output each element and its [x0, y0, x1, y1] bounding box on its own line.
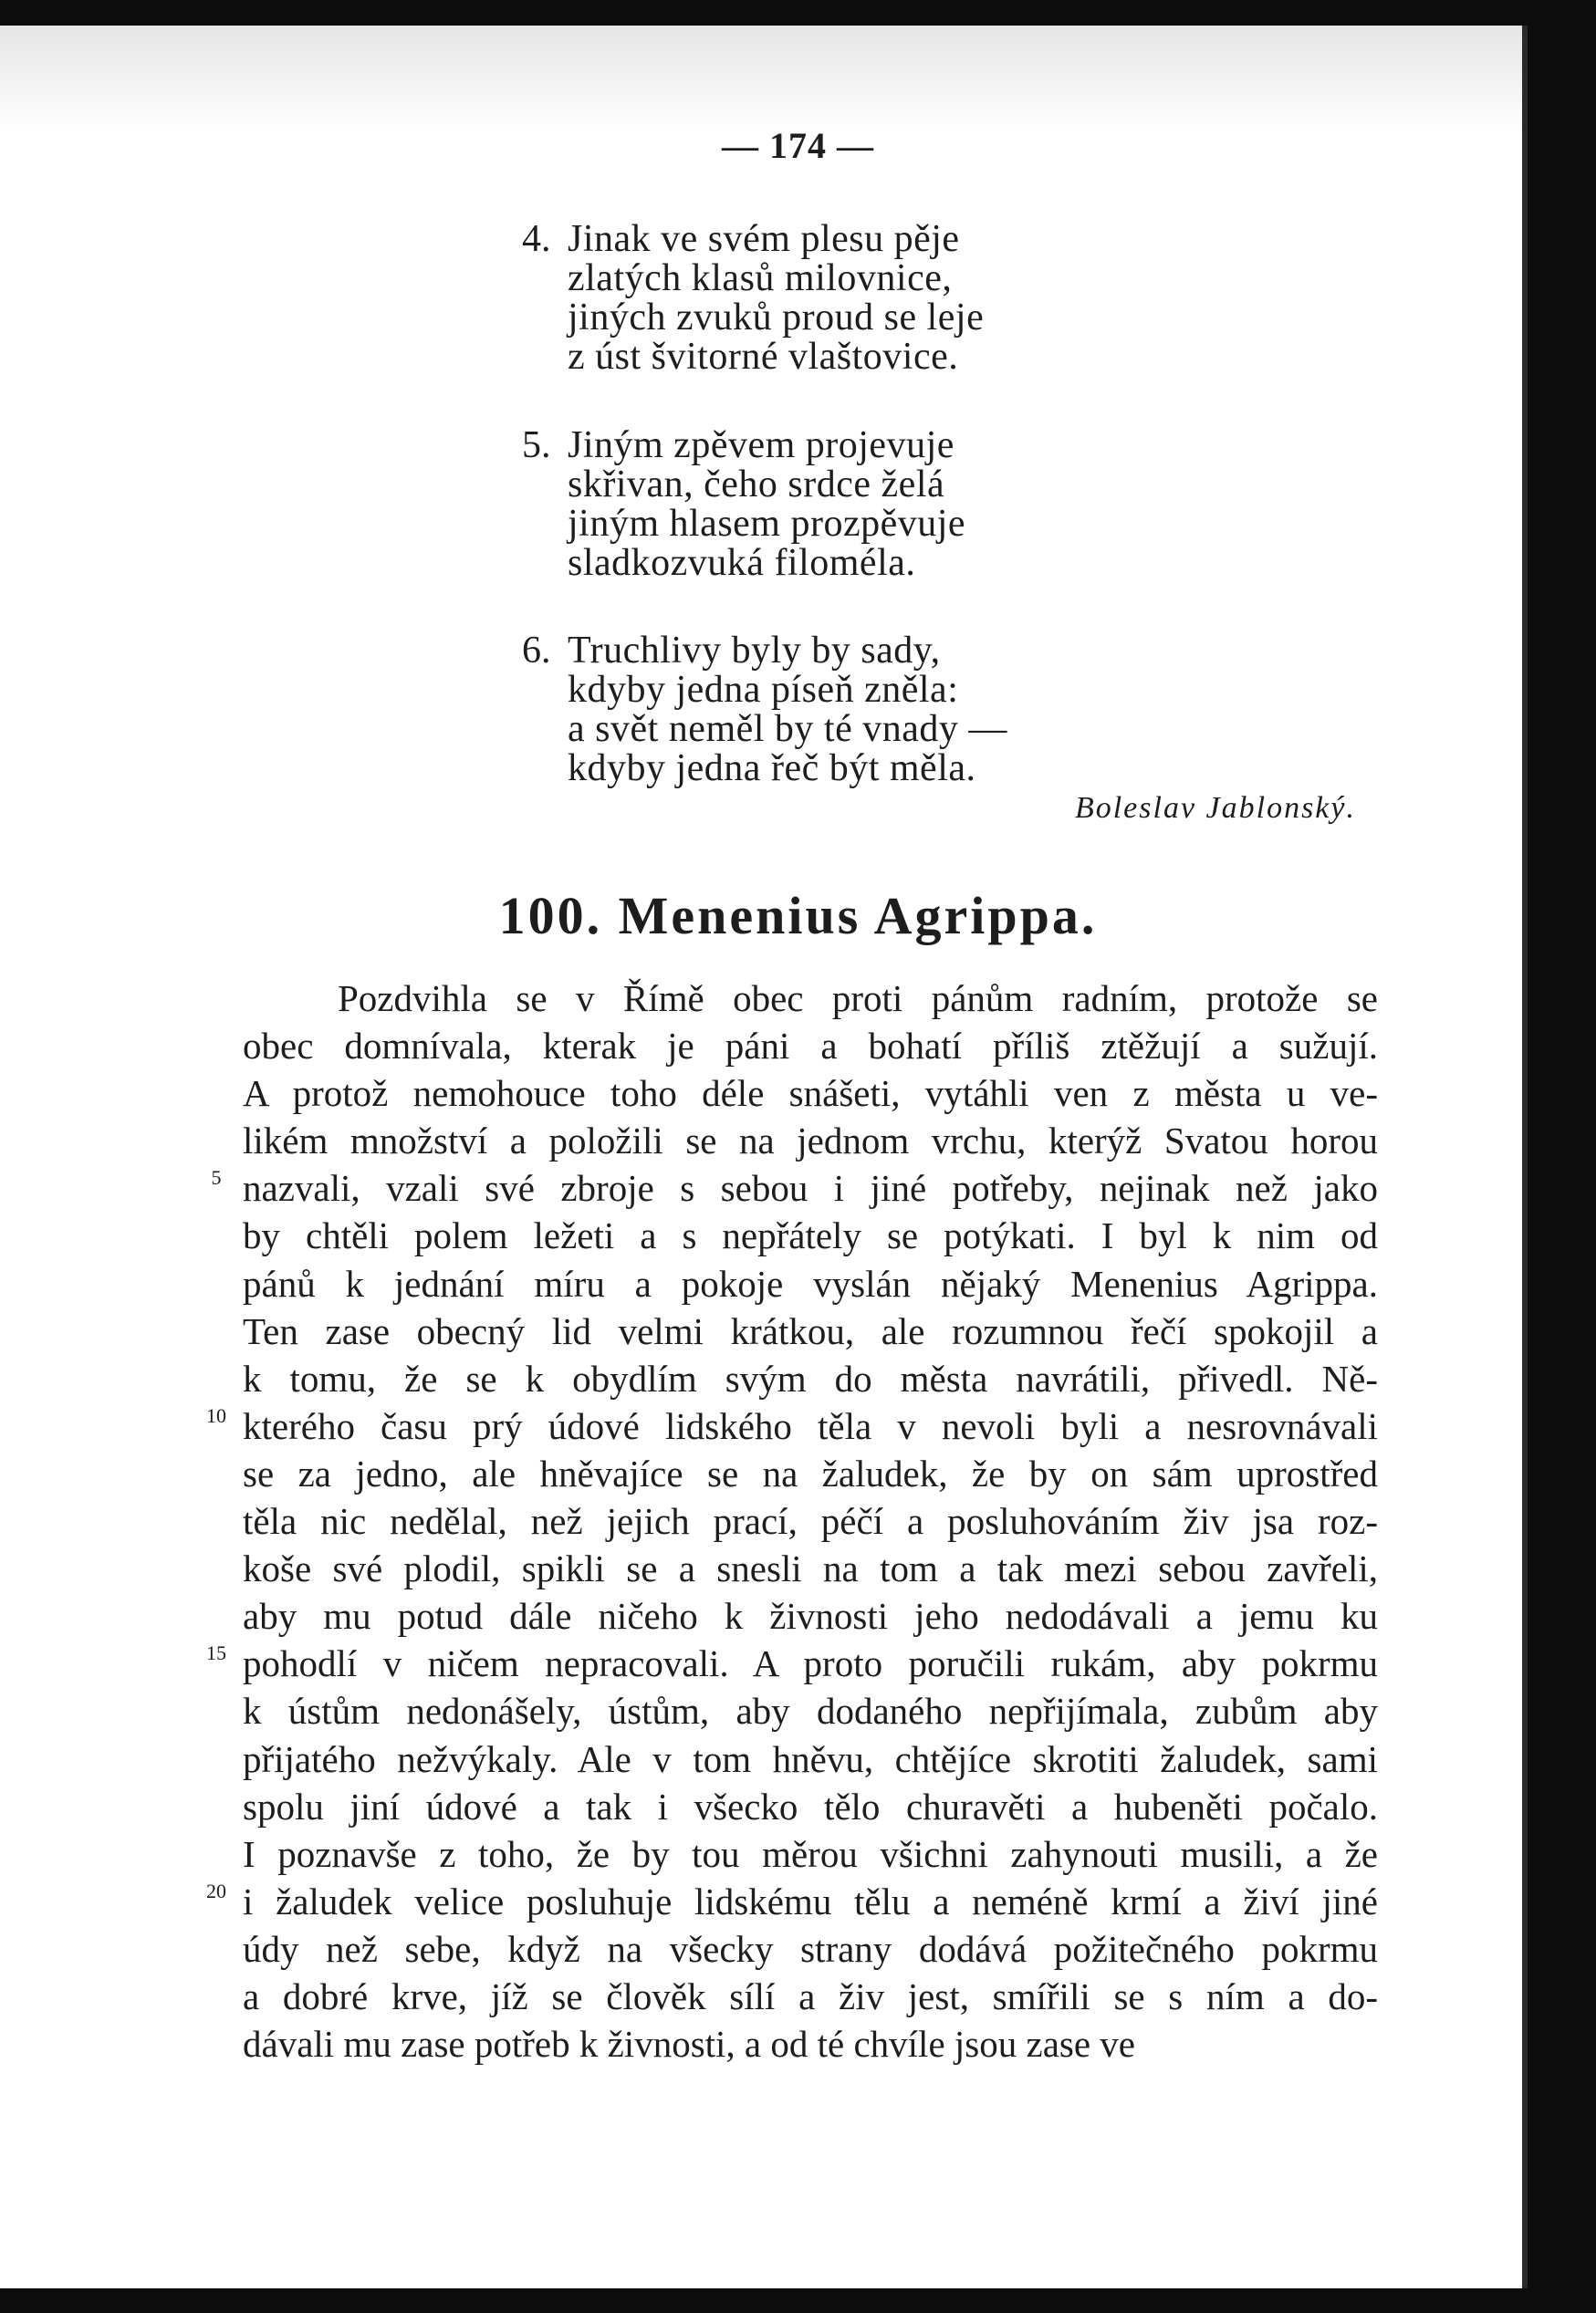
- section-title: 100. Menenius Agrippa.: [498, 886, 1098, 945]
- verse-line: kdyby jedna řeč být měla.: [568, 747, 976, 789]
- stanza-number: 5.: [522, 424, 551, 466]
- line-number: 10: [206, 1404, 226, 1427]
- prose-body: [243, 974, 1378, 2068]
- line-number: 15: [206, 1641, 226, 1664]
- line-number: 5: [211, 1166, 222, 1189]
- prose-line: obec domnívala, kterak je páni a bohatí příliš ztěžují a sužují.: [243, 1025, 1378, 1068]
- prose-line: kterého času prý údové lidského těla v nevoli byli a nesrovnávali: [243, 1404, 1378, 1447]
- prose-line: a dobré krve, jíž se člověk sílí a živ jest, smířili se s ním a do-: [243, 1974, 1378, 2017]
- prose-line: k tomu, že se k obydlím svým do města navrátili, přivedl. Ně-: [243, 1357, 1378, 1400]
- verse-line: kdyby jedna píseň zněla:: [568, 669, 959, 711]
- prose-line: se za jedno, ale hněvajíce se na žaludek, že by on sám uprostřed: [243, 1452, 1378, 1495]
- verse-line: sladkozvuká filoméla.: [568, 542, 916, 584]
- stanza-number: 4.: [522, 218, 551, 260]
- prose-line: pohodlí v ničem nepracovali. A proto poručili rukám, aby pokrmu: [243, 1642, 1378, 1685]
- prose-line: Ten zase obecný lid velmi krátkou, ale rozumnou řečí spokojil a: [243, 1309, 1378, 1352]
- verse-line: Jiným zpěvem projevuje: [568, 424, 954, 466]
- verse-line: a svět neměl by té vnady —: [568, 708, 1007, 750]
- prose-line: spolu jiní údové a tak i všecko tělo churavěti a hubeněti počalo.: [243, 1785, 1378, 1828]
- verse-line: Truchlivy byly by sady,: [568, 630, 941, 672]
- prose-line: I poznavše z toho, že by tou měrou všichni zahynouti musili, a že: [243, 1832, 1378, 1875]
- prose-line: dávali mu zase potřeb k živnosti, a od té chvíle jsou zase ve: [243, 2023, 1135, 2066]
- prose-line: by chtěli polem ležeti a s nepřátely se potýkati. I byl k nim od: [243, 1214, 1378, 1257]
- verse-line: z úst švitorné vlaštovice.: [568, 336, 959, 378]
- prose-line: přijatého nežvýkaly. Ale v tom hněvu, chtějíce skrotiti žaludek, sami: [243, 1737, 1378, 1780]
- page-number: — 174 —: [722, 125, 874, 166]
- prose-line: koše své plodil, spikli se a snesli na tom a tak mezi sebou zavřeli,: [243, 1547, 1378, 1590]
- prose-line: likém množství a položili se na jednom vrchu, kterýž Svatou horou: [243, 1120, 1378, 1162]
- prose-line: A protož nemohouce toho déle snášeti, vytáhli ven z města u ve-: [243, 1072, 1378, 1115]
- prose-line: pánů k jednání míru a pokoje vyslán nějaký Menenius Agrippa.: [243, 1262, 1378, 1305]
- prose-line: údy než sebe, když na všecky strany dodává požitečného pokrmu: [243, 1927, 1378, 1970]
- stanza-number: 6.: [522, 630, 551, 672]
- prose-line: nazvali, vzali své zbroje s sebou i jiné potřeby, nejinak než jako: [243, 1167, 1378, 1210]
- scan-shadow: [0, 26, 1522, 135]
- line-number: 20: [206, 1880, 226, 1902]
- poem-author: Boleslav Jablonský.: [1074, 791, 1356, 825]
- verse-line: jiným hlasem prozpěvuje: [568, 503, 966, 545]
- verse-line: zlatých klasů milovnice,: [568, 257, 953, 299]
- verse-line: skřivan, čeho srdce želá: [568, 464, 945, 505]
- prose-line: aby mu potud dále ničeho k živnosti jeho nedodávali a jemu ku: [243, 1595, 1378, 1638]
- verse-line: jiných zvuků proud se leje: [568, 297, 985, 339]
- prose-line: Pozdvihla se v Římě obec proti pánům radním, protože se: [338, 977, 1378, 1019]
- page-edge: [1522, 26, 1528, 2288]
- prose-line: k ústům nedonášely, ústům, aby dodaného nepřijímala, zubům aby: [243, 1690, 1378, 1733]
- prose-line: těla nic nedělal, než jejich prací, péčí a posluhováním živ jsa roz-: [243, 1500, 1378, 1543]
- prose-line: i žaludek velice posluhuje lidskému tělu a neméně krmí a živí jiné: [243, 1880, 1378, 1922]
- verse-line: Jinak ve svém plesu pěje: [568, 218, 960, 260]
